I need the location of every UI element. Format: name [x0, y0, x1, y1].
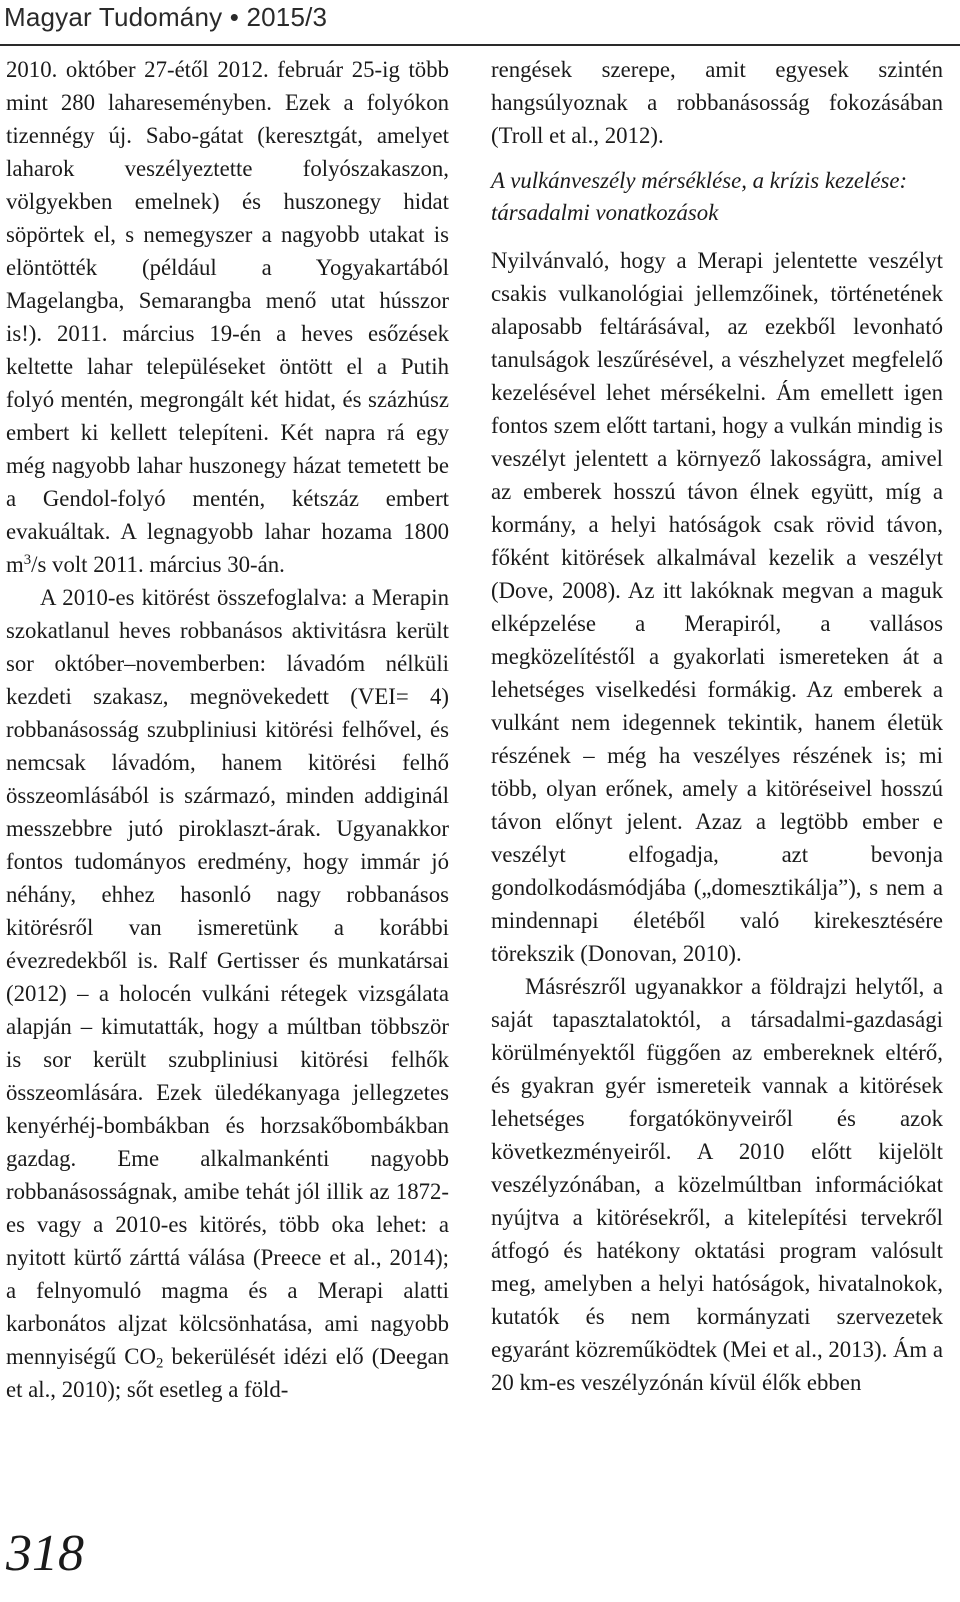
superscript: 3: [23, 551, 32, 568]
paragraph-text: A 2010-es kitörést összefoglalva: a Merapin szokatlanul heves robbanásos aktivitásra került sor október–novemberben: lávadóm nélküli kezdeti szakasz, megnövekedett (VEI= 4) robbanásosság szubpliniusi kitörési felhővel, és nemcsak lávadóm, hanem kitörési felhő összeomlásából is származó, minden addiginál messzebbre jutó piroklaszt-árak. Ugyanakkor fontos tudományos eredmény, hogy immár jó néhány, ehhez hasonló nagy robbanásos kitörésről van ismeretünk a korábbi évezredekből is. Ralf Gertisser és munkatársai (2012) – a holocén vulkáni rétegek vizsgálata alapján – kimutatták, hogy a múltban többször is sor került szubpliniusi kitörési felhők összeomlására. Ezek üledékanyaga jellegzetes kenyérhéj-bombákban és horzsakőbombákban gazdag. Eme alkalmankénti nagyobb robbanásosságnak, amibe tehát jól illik az 1872-es vagy a 2010-es kitörés, több oka lehet: a nyitott kürtő zárttá válása (Preece et al., 2014); a felnyomuló magma és a Merapi alatti karbonátos aljzat kölcsönhatása, ami nagyobb mennyiségű CO: [6, 585, 449, 1369]
paragraph-lahar-events: [6, 53, 449, 581]
running-title: Magyar Tudomány • 2015/3: [4, 2, 328, 32]
paragraph-continued: rengések szerepe, amit egyesek szintén hangsúlyoznak a robbanásosság fokozásában (Troll et al., 2012).: [491, 57, 943, 148]
header-rule: [0, 44, 960, 46]
section-heading: A vulkánveszély mérséklése, a krízis kezelése: társadalmi vonatkozások: [491, 168, 908, 225]
paragraph-text: 2010. október 27-étől 2012. február 25-ig több mint 280 lahareseményben. Ezek a folyókon tizennégy új. Sabo-gátat (keresztgát, amelyet laharok veszélyeztette folyószakaszon, völgyekben emelnek) és huszonegy hidat söpörtek el, s nemegyszer a nagyobb utakat is elöntötték (például a Yogyakartából Magelangba, Semarangba menő utat hússzor is!). 2011. március 19-én a heves esőzések keltette lahar településeket öntött el a Putih folyó mentén, megrongált két hidat, és százhúsz embert ki kellett telepíteni. Két napra rá egy még nagyobb lahar huszonegy házat temetett be a Gendol-folyó mentén, kétszáz embert evakuáltak. A legnagyobb lahar hozama 1800 m: [6, 57, 449, 577]
right-column: [491, 53, 943, 1399]
paragraph-text: /s volt 2011. március 30-án.: [31, 552, 285, 577]
paragraph-hazard-perception: Nyilvánvaló, hogy a Merapi jelentette veszélyt csakis vulkanológiai jellemzőinek, történetének alaposabb feltárásával, az ezekből levonható tanulságok leszűrésével, a vészhelyzet megfelelő kezelésével lehet mérsékelni. Ám emellett igen fontos szem előtt tartani, hogy a vulkán mindig is veszélyt jelentett a környező lakosságra, amivel az emberek hosszú távon élnek együtt, míg a kormány, a helyi hatóságok csak rövid távon, főként kitörések alkalmával kezelik a veszélyt (Dove, 2008). Az itt lakóknak megvan a maguk elképzelése a Merapiról, a vallásos megközelítéstől a gyakorlati ismereteken át a lehetséges viselkedési formákig. Az emberek a vulkánt nem idegennek tekintik, hanem életük részének – még ha veszélyes részének is; mi több, olyan erőnek, amely a kitöréseivel hosszú távon előnyt jelent. Azaz a legtöbb ember e veszélyt elfogadja, azt bevonja gondolkodásmódjába („domesztikálja”), s nem a mindennapi életéből való kirekesztésére törekszik (Donovan, 2010).: [491, 248, 943, 966]
left-column: [6, 53, 449, 1406]
subscript: 2: [155, 1355, 164, 1372]
paragraph-text: bekerülését idézi elő (Deegan et al., 2010); sőt esetleg a föld-: [6, 1344, 449, 1402]
paragraph-eruption-summary: [6, 581, 449, 1406]
paragraph-knowledge: Másrészről ugyanakkor a földrajzi helytől, a saját tapasztalatoktól, a társadalmi-gazdasági körülményektől függően az embereknek eltérő, és gyakran gyér ismereteik vannak a kitörések lehetséges forgatókönyveiről és azok következményeiről. A 2010 előtt kijelölt veszélyzónában, a közelmúltban információkat nyújtva a kitörésekről, a kitelepítési tervekről átfogó és hatékony oktatási program valósult meg, amelyben a helyi hatóságok, hivatalnokok, kutatók és nem kormányzati szervezetek egyaránt közreműködtek (Mei et al., 2013). Ám a 20 km-es veszélyzónán kívül élők ebben: [491, 974, 943, 1395]
page-number: 318: [6, 1525, 84, 1582]
